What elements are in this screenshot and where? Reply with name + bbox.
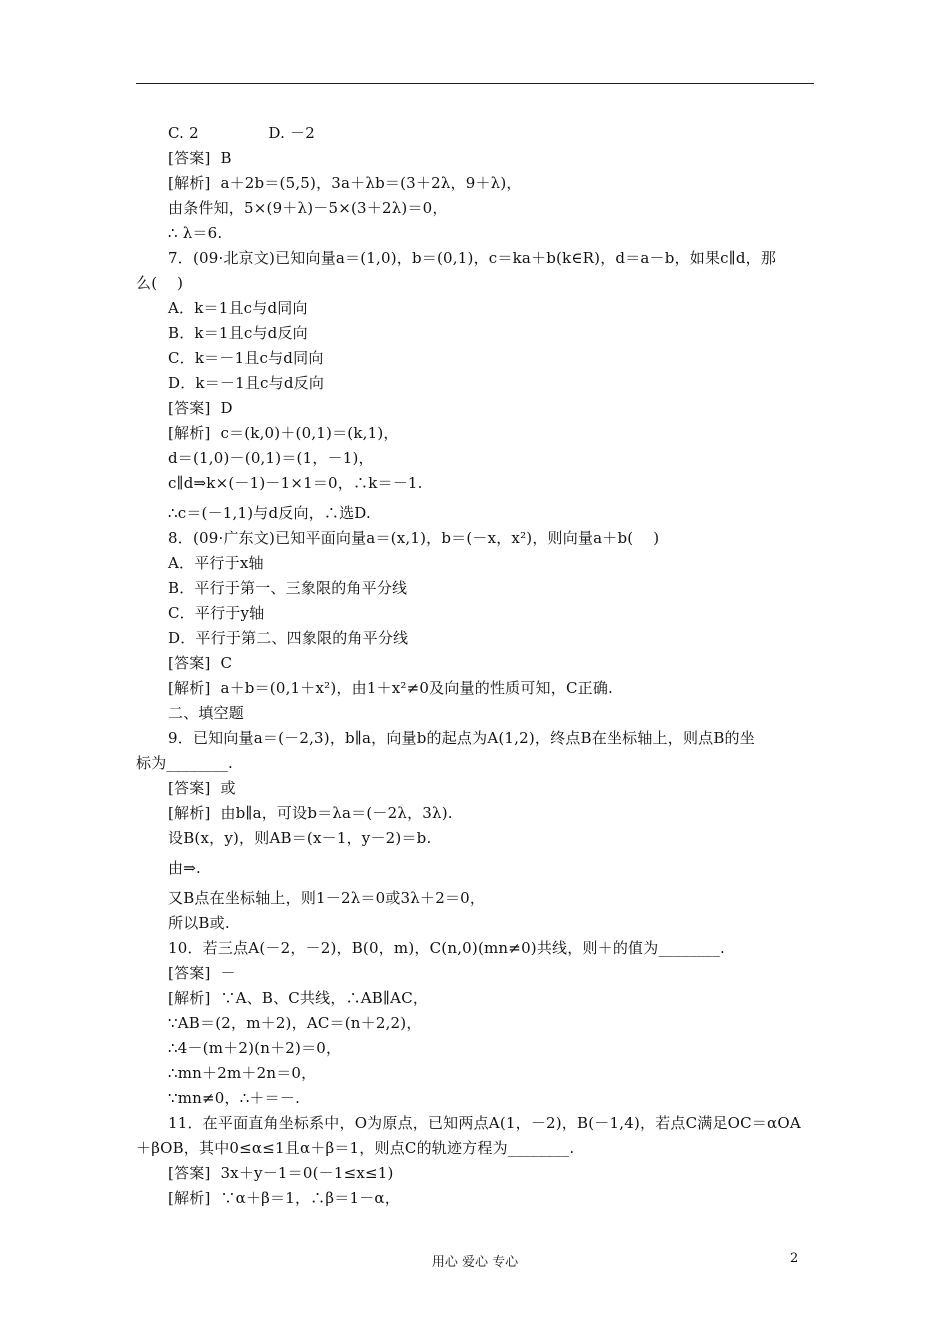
text-line: ＋βOB，其中0≤α≤1且α＋β＝1，则点C的轨迹方程为________. xyxy=(136,1139,575,1157)
header-rule xyxy=(136,83,814,84)
text-line: ∴c＝(－1,1)与d反向，∴选D. xyxy=(168,504,371,522)
text-line: 标为________. xyxy=(136,754,233,772)
text-line: 所以B或. xyxy=(168,914,230,932)
text-line: D．k＝－1且c与d反向 xyxy=(168,374,325,392)
text-line: 7．(09·北京文)已知向量a＝(1,0)，b＝(0,1)，c＝ka＋b(k∈R)，d＝a－b，如果c∥d，那 xyxy=(168,249,777,267)
text-line: [解析] a＋2b＝(5,5)，3a＋λb＝(3＋2λ，9＋λ)， xyxy=(168,174,522,192)
text-line: [答案] 3x＋y－1＝0(－1≤x≤1) xyxy=(168,1164,394,1182)
text-line: [答案] D xyxy=(168,399,233,417)
text-line: ∴4－(m＋2)(n＋2)＝0， xyxy=(168,1039,342,1057)
text-line: 由条件知，5×(9＋λ)－5×(3＋2λ)＝0， xyxy=(168,199,448,217)
text-line: C. 2 D. －2 xyxy=(168,124,315,142)
text-line: A．k＝1且c与d同向 xyxy=(168,299,308,317)
text-line: [解析] ∵A、B、C共线，∴AB∥AC， xyxy=(168,989,429,1007)
text-line: c∥d⇒k×(－1)－1×1＝0，∴k＝－1. xyxy=(168,474,423,492)
text-line: d＝(1,0)－(0,1)＝(1，－1)， xyxy=(168,449,374,467)
text-line: A．平行于x轴 xyxy=(168,554,264,572)
text-line: [答案] 或 xyxy=(168,779,236,797)
text-line: [解析] a＋b＝(0,1＋x²)，由1＋x²≠0及向量的性质可知，C正确. xyxy=(168,679,613,697)
text-line: C．k＝－1且c与d同向 xyxy=(168,349,324,367)
text-line: ∴mn＋2m＋2n＝0， xyxy=(168,1064,317,1082)
text-line: 由⇒. xyxy=(168,859,201,877)
text-line: D．平行于第二、四象限的角平分线 xyxy=(168,629,409,647)
text-line: 设B(x，y)，则AB＝(x－1，y－2)＝b. xyxy=(168,829,432,847)
text-line: [答案] B xyxy=(168,149,232,167)
text-line: ∵mn≠0，∴＋＝－. xyxy=(168,1089,301,1107)
text-line: 二、填空题 xyxy=(168,704,245,722)
text-line: 么( ) xyxy=(136,274,184,292)
text-line: 9．已知向量a＝(－2,3)，b∥a，向量b的起点为A(1,2)，终点B在坐标轴上，则点B的坐 xyxy=(168,729,755,747)
text-line: C．平行于y轴 xyxy=(168,604,265,622)
text-line: B．k＝1且c与d反向 xyxy=(168,324,308,342)
text-line: ∵AB＝(2，m＋2)，AC＝(n＋2,2)， xyxy=(168,1014,422,1032)
text-line: ∴ λ＝6. xyxy=(168,224,223,242)
text-line: 10．若三点A(－2，－2)，B(0，m)，C(n,0)(mn≠0)共线，则＋的值为________. xyxy=(168,939,726,957)
footer-slogan: 用心 爱心 专心 xyxy=(431,1255,519,1270)
text-line: [答案] － xyxy=(168,964,236,982)
text-line: 又B点在坐标轴上，则1－2λ＝0或3λ＋2＝0， xyxy=(168,889,486,907)
text-line: [解析] c＝(k,0)＋(0,1)＝(k,1)， xyxy=(168,424,399,442)
text-line: 8．(09·广东文)已知平面向量a＝(x,1)，b＝(－x，x²)，则向量a＋b( ) xyxy=(168,529,660,547)
text-line: [解析] 由b∥a，可设b＝λa＝(－2λ，3λ). xyxy=(168,804,453,822)
page-number: 2 xyxy=(790,1251,799,1266)
text-line: [解析] ∵α＋β＝1，∴β＝1－α， xyxy=(168,1189,400,1207)
text-line: 11．在平面直角坐标系中，O为原点，已知两点A(1，－2)，B(－1,4)，若点C满足OC＝αOA xyxy=(168,1114,801,1132)
text-line: B．平行于第一、三象限的角平分线 xyxy=(168,579,408,597)
text-line: [答案] C xyxy=(168,654,233,672)
